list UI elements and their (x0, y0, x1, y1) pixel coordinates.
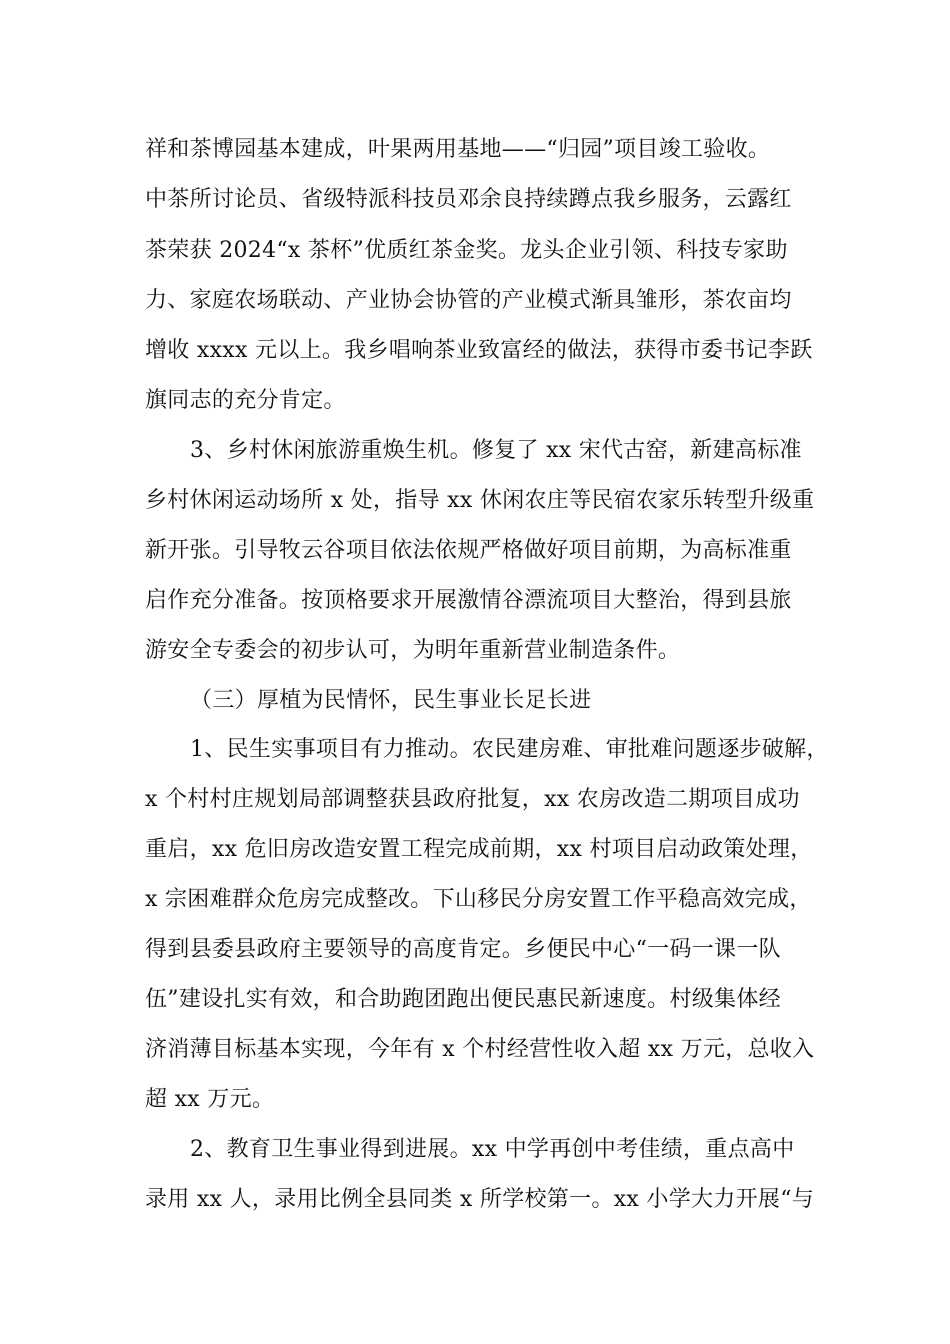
text-line: 祥和茶博园基本建成，叶果两用基地——“归园”项目竣工验收。 (145, 137, 771, 162)
text-line: 录用 xx 人，录用比例全县同类 x 所学校第一。xx 小学大力开展“与 (145, 1187, 815, 1212)
text-line: 得到县委县政府主要领导的高度肯定。乡便民中心“一码一课一队 (145, 937, 781, 962)
text-line: 启作充分准备。按顶格要求开展激情谷漂流项目大整治，得到县旅 (145, 588, 792, 613)
text-line: 乡村休闲运动场所 x 处，指导 xx 休闲农庄等民宿农家乐转型升级重 (145, 488, 815, 513)
text-line: 旗同志的充分肯定。 (145, 388, 346, 413)
text-line: 力、家庭农场联动、产业协会协管的产业模式渐具雏形，茶农亩均 (145, 288, 792, 313)
paragraph-first-line: 3、乡村休闲旅游重焕生机。修复了 xx 宋代古窑，新建高标准 (190, 438, 802, 463)
text-line: 伍”建设扎实有效，和合助跑团跑出便民惠民新速度。村级集体经 (145, 987, 781, 1012)
text-line: 超 xx 万元。 (145, 1087, 275, 1112)
paragraph-first-line: 2、教育卫生事业得到进展。xx 中学再创中考佳绩，重点高中 (190, 1137, 795, 1162)
text-line: 济消薄目标基本实现，今年有 x 个村经营性收入超 xx 万元，总收入 (145, 1037, 815, 1062)
text-line: 游安全专委会的初步认可，为明年重新营业制造条件。 (145, 638, 681, 663)
text-line: 茶荣获 2024“x 茶杯”优质红茶金奖。龙头企业引领、科技专家助 (145, 238, 788, 263)
text-line: 中茶所讨论员、省级特派科技员邓余良持续蹲点我乡服务，云露红 (145, 187, 792, 212)
paragraph-first-line: 1、民生实事项目有力推动。农民建房难、审批难问题逐步破解， (190, 737, 829, 762)
text-line: x 个村村庄规划局部调整获县政府批复，xx 农房改造二期项目成功 (145, 787, 800, 812)
text-line: 增收 xxxx 元以上。我乡唱响茶业致富经的做法，获得市委书记李跃 (145, 338, 813, 363)
text-line: 重启，xx 危旧房改造安置工程完成前期，xx 村项目启动政策处理， (145, 837, 813, 862)
section-heading: （三）厚植为民情怀，民生事业长足长进 (190, 688, 592, 713)
text-line: x 宗困难群众危房完成整改。下山移民分房安置工作平稳高效完成， (145, 887, 812, 912)
text-line: 新开张。引导牧云谷项目依法依规严格做好项目前期，为高标准重 (145, 538, 792, 563)
